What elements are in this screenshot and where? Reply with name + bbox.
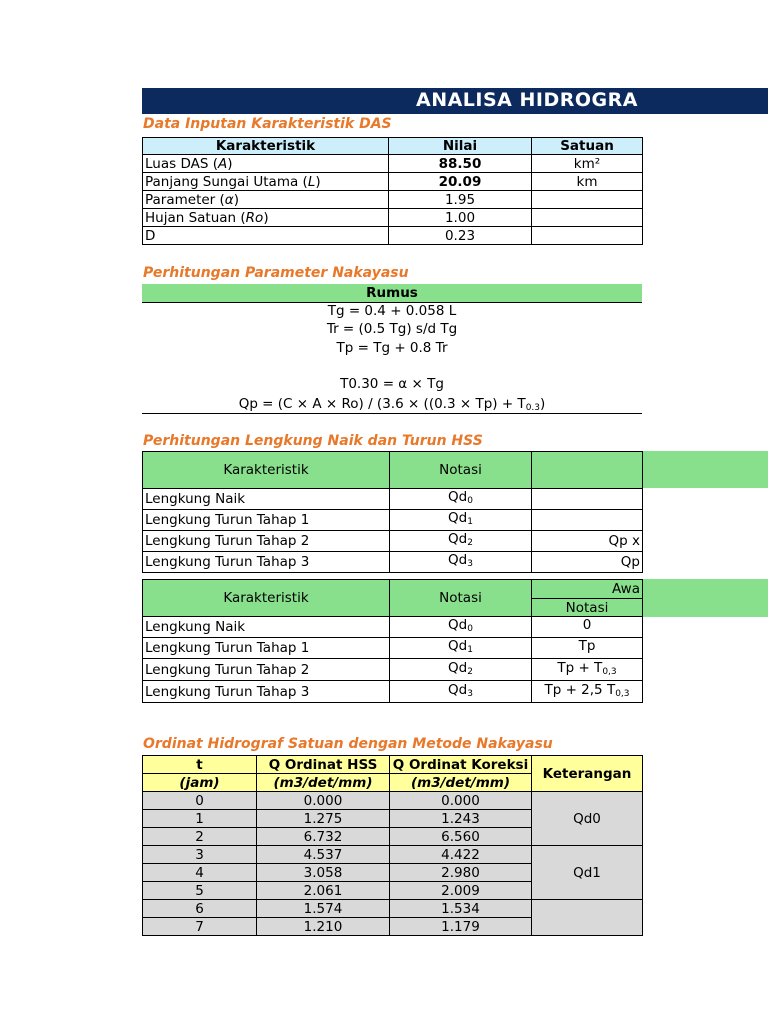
ordinat-table	[142, 755, 643, 936]
section-title-ordinat: Ordinat Hidrograf Satuan dengan Metode Nakayasu	[143, 736, 553, 752]
section-title-param: Perhitungan Parameter Nakayasu	[143, 265, 409, 281]
table-row: Lengkung Naik $Qd_0$ 0	[143, 617, 643, 638]
page-title: ANALISA HIDROGRA	[416, 89, 638, 111]
table-row: Lengkung Turun Tahap 2 $Qd_2$ $Tp + T_{0,3}$	[143, 659, 643, 681]
header-unit-koreksi: (m3/det/mm)	[390, 774, 532, 792]
header-notasi: Notasi	[390, 452, 532, 489]
nilai-cell: 88.50	[389, 155, 532, 173]
table-row: D 0.23	[143, 227, 643, 245]
table-row: Lengkung Naik $Qd_0$	[143, 489, 643, 510]
satuan-cell	[532, 191, 643, 209]
table-row: Hujan Satuan (Ro) 1.00	[143, 209, 643, 227]
lengkung-table	[142, 451, 643, 573]
satuan-cell	[532, 227, 643, 245]
rumus-header: Rumus	[142, 284, 642, 303]
table-row: 3 4.537 4.422 Qd1	[143, 846, 643, 864]
header-karakteristik: Karakteristik	[143, 138, 389, 155]
header-q-hss: Q Ordinat HSS	[257, 756, 390, 774]
table-row: 7 1.210 1.179	[143, 918, 643, 936]
table-row: Luas DAS (A) 88.50 km²	[143, 155, 643, 173]
header-karakteristik: Karakteristik	[143, 580, 390, 617]
satuan-cell: km²	[532, 155, 643, 173]
table-row: 2 6.732 6.560	[143, 828, 643, 846]
satuan-cell: km	[532, 173, 643, 191]
formula-tg: Tg = 0.4 + 0.058 L	[327, 303, 457, 319]
table-row: Lengkung Turun Tahap 3 $Qd_3$ Tp + 2,5 $T_{0,3}$	[143, 681, 643, 703]
table-row: 0 0.000 0.000 Qd0	[143, 792, 643, 810]
formula-tp: Tp = Tg + 0.8 Tr	[336, 340, 448, 356]
header-notasi: Notasi	[390, 580, 532, 617]
nilai-cell: 1.00	[389, 209, 532, 227]
table-row: Lengkung Turun Tahap 1 $Qd_1$	[143, 510, 643, 531]
table-row: 4 3.058 2.980	[143, 864, 643, 882]
header-awal: Awa	[532, 580, 643, 599]
header-satuan: Satuan	[532, 138, 643, 155]
nilai-cell: 0.23	[389, 227, 532, 245]
nilai-cell: 1.95	[389, 191, 532, 209]
title-bar	[142, 88, 768, 114]
table-row: Panjang Sungai Utama (L) 20.09 km	[143, 173, 643, 191]
table-row: Parameter (α) 1.95	[143, 191, 643, 209]
formula-qp: $Qp = (C \times A \times Ro) / (3.6 \times ((0.3 \times Tp) + T_{0.3})$	[238, 396, 546, 413]
header-t: t	[143, 756, 257, 774]
nilai-cell: 20.09	[389, 173, 532, 191]
header-fill-extension	[642, 451, 768, 488]
header-unit-hss: (m3/det/mm)	[257, 774, 390, 792]
header-q-koreksi: Q Ordinat Koreksi	[390, 756, 532, 774]
header-unit-jam: (jam)	[143, 774, 257, 792]
table-row: Lengkung Turun Tahap 3 $Qd_3$ Qp	[143, 552, 643, 573]
header-keterangan: Keterangan	[532, 756, 643, 792]
table-row: Lengkung Turun Tahap 1 $Qd_1$ Tp	[143, 638, 643, 659]
formula-tr: Tr = (0.5 Tg) s/d Tg	[326, 321, 458, 337]
header-karakteristik: Karakteristik	[143, 452, 390, 489]
input-table	[142, 137, 643, 245]
rumus-divider	[142, 413, 642, 414]
header-fill-extension	[642, 579, 768, 617]
table-row: 5 2.061 2.009	[143, 882, 643, 900]
section-title-lengkung: Perhitungan Lengkung Naik dan Turun HSS	[143, 433, 483, 449]
section-title-input: Data Inputan Karakteristik DAS	[143, 116, 392, 132]
header-awal-notasi: Notasi	[532, 599, 643, 617]
formula-t030: T0.30 = α × Tg	[340, 376, 444, 392]
keterangan-cell: Qd1	[532, 846, 643, 900]
table-row: 1 1.275 1.243	[143, 810, 643, 828]
table-row: 6 1.574 1.534	[143, 900, 643, 918]
awal-table	[142, 579, 643, 703]
satuan-cell	[532, 209, 643, 227]
keterangan-cell: Qd0	[532, 792, 643, 846]
table-row: Lengkung Turun Tahap 2 $Qd_2$ Qp x	[143, 531, 643, 552]
header-nilai: Nilai	[389, 138, 532, 155]
